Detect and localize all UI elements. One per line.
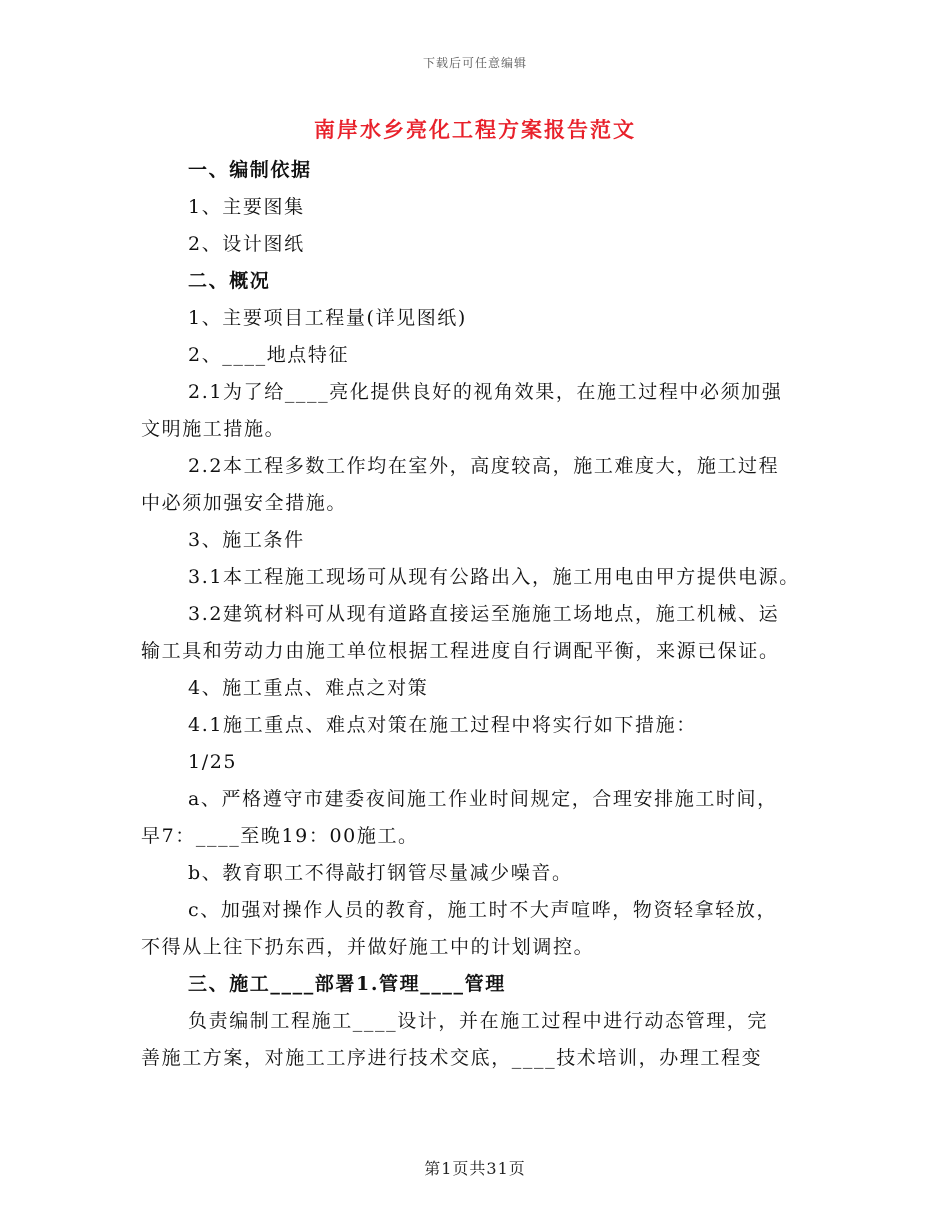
paragraph-line: 不得从上往下扔东西，并做好施工中的计划调控。 — [141, 936, 595, 958]
paragraph-line: 2.2本工程多数工作均在室外，高度较高，施工难度大，施工过程 — [188, 455, 780, 477]
list-item: 3、施工条件 — [188, 529, 305, 551]
list-item: 1、主要图集 — [188, 196, 305, 218]
document-title: 南岸水乡亮化工程方案报告范文 — [314, 117, 636, 142]
paragraph-line: 早7：____至晚19：00施工。 — [141, 825, 419, 847]
paragraph-line: 中必须加强安全措施。 — [141, 492, 348, 514]
paragraph-line: 2.1为了给____亮化提供良好的视角效果，在施工过程中必须加强 — [188, 381, 783, 403]
paragraph-line: 文明施工措施。 — [141, 418, 286, 440]
list-item: 2、设计图纸 — [188, 233, 305, 255]
paragraph-line: 4.1施工重点、难点对策在施工过程中将实行如下措施： — [188, 714, 697, 736]
header-note: 下载后可任意编辑 — [422, 56, 527, 70]
paragraph-line: 输工具和劳动力由施工单位根据工程进度自行调配平衡，来源已保证。 — [141, 640, 780, 662]
section-heading-deployment: 三、施工____部署1.管理____管理 — [188, 973, 506, 995]
section-heading-basis: 一、编制依据 — [188, 159, 312, 181]
paragraph-line: 3.1本工程施工现场可从现有公路出入，施工用电由甲方提供电源。 — [188, 566, 800, 588]
page-number-footer: 第1页共31页 — [424, 1159, 526, 1178]
section-heading-overview: 二、概况 — [188, 270, 271, 292]
paragraph-line: c、加强对操作人员的教育，施工时不大声喧哗，物资轻拿轻放， — [188, 899, 778, 921]
list-item: 1、主要项目工程量(详见图纸) — [188, 307, 467, 329]
paragraph-line: a、严格遵守市建委夜间施工作业时间规定，合理安排施工时间， — [188, 788, 778, 810]
inline-page-marker: 1/25 — [188, 751, 238, 773]
paragraph-line: b、教育职工不得敲打钢管尽量减少噪音。 — [188, 862, 573, 884]
paragraph-line: 负责编制工程施工____设计，并在施工过程中进行动态管理，完 — [188, 1010, 769, 1032]
paragraph-line: 3.2建筑材料可从现有道路直接运至施施工场地点，施工机械、运 — [188, 603, 780, 625]
list-item: 2、____地点特征 — [188, 344, 350, 366]
list-item: 4、施工重点、难点之对策 — [188, 677, 429, 699]
paragraph-line: 善施工方案，对施工工序进行技术交底，____技术培训，办理工程变 — [141, 1047, 763, 1069]
